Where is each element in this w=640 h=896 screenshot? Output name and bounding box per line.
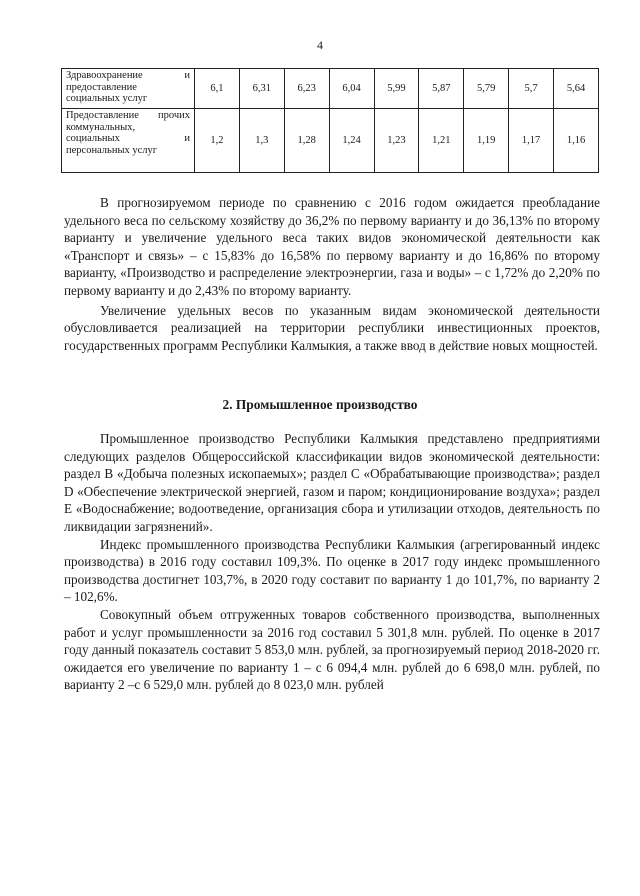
table-cell: 5,79 [464, 69, 509, 109]
table-cell: 1,21 [419, 109, 464, 173]
text-block-bottom [64, 430, 600, 694]
table-cell: 1,24 [329, 109, 374, 173]
data-table [61, 68, 599, 173]
paragraph: В прогнозируемом периоде по сравнению с 2016 годом ожидается преобладание удельного веса по сельскому хозяйству до 36,2% по первому варианту и до 36,13% по второму варианту и увеличение удельного веса таких видов экономической деятельности как «Транспорт и связь» – с 15,83% до 16,58% по первому варианту и до 16,86% по второму варианту, «Производство и распределение электроэнергии, газа и воды» – с 1,72% до 2,20% по первому варианту и до 2,43% по второму варианту. [64, 195, 600, 298]
table-cell: 6,04 [329, 69, 374, 109]
table-row [62, 69, 599, 109]
table-cell: 5,99 [374, 69, 419, 109]
table-cell: 1,3 [239, 109, 284, 173]
text-block-top [64, 194, 600, 354]
table-cell: 6,1 [195, 69, 240, 109]
table-cell: 6,23 [284, 69, 329, 109]
table-cell: 1,17 [509, 109, 554, 173]
paragraph: Увеличение удельных весов по указанным видам экономической деятельности обусловливается реализацией на территории республики инвестиционных проектов, государственных программ Республики Калмыкия, а также ввод в действие новых мощностей. [64, 302, 600, 353]
table-cell: 1,28 [284, 109, 329, 173]
table-cell: 6,31 [239, 69, 284, 109]
paragraph: Индекс промышленного производства Республики Калмыкия (агрегированный индекс производства) в 2016 году составил 109,3%. По оценке в 2017 году индекс промышленного производства достигнет 103,7%, в 2020 году составит по варианту 1 до 101,7%, по варианту 2 – 102,6%. [64, 536, 600, 605]
table-row [62, 109, 599, 173]
paragraph: Промышленное производство Республики Калмыкия представлено предприятиями следующих разделов Общероссийской классификации видов экономической деятельности: раздел B «Добыча полезных ископаемых»; раздел C «Обрабатывающие производства»; раздел D «Обеспечение электрической энергией, газом и паром; кондиционирование воздуха»; раздел E «Водоснабжение; водоотведение, организация сбора и утилизации отходов, деятельность по ликвидации загрязнений». [64, 431, 600, 534]
row-label: Предоставление прочих коммунальных, социальных и персональных услуг [62, 109, 195, 173]
table-cell: 1,2 [195, 109, 240, 173]
table-cell: 1,16 [554, 109, 599, 173]
paragraph: Совокупный объем отгруженных товаров собственного производства, выполненных работ и услуг промышленности за 2016 год составил 5 301,8 млн. рублей. По оценке в 2017 году данный показатель составит 5 853,0 млн. рублей, за прогнозируемый период 2018-2020 гг. ожидается его увеличение по варианту 1 – с 6 094,4 млн. рублей до 6 698,0 млн. рублей, по варианту 2 –с 6 529,0 млн. рублей до 8 023,0 млн. рублей [64, 606, 600, 693]
table-cell: 1,19 [464, 109, 509, 173]
row-label: Здравоохранение и предоставление социальных услуг [62, 69, 195, 109]
section-heading: 2. Промышленное производство [222, 397, 418, 412]
page-number: 4 [317, 38, 323, 52]
table-cell: 5,64 [554, 69, 599, 109]
table-cell: 1,23 [374, 109, 419, 173]
table-cell: 5,7 [509, 69, 554, 109]
table-cell: 5,87 [419, 69, 464, 109]
